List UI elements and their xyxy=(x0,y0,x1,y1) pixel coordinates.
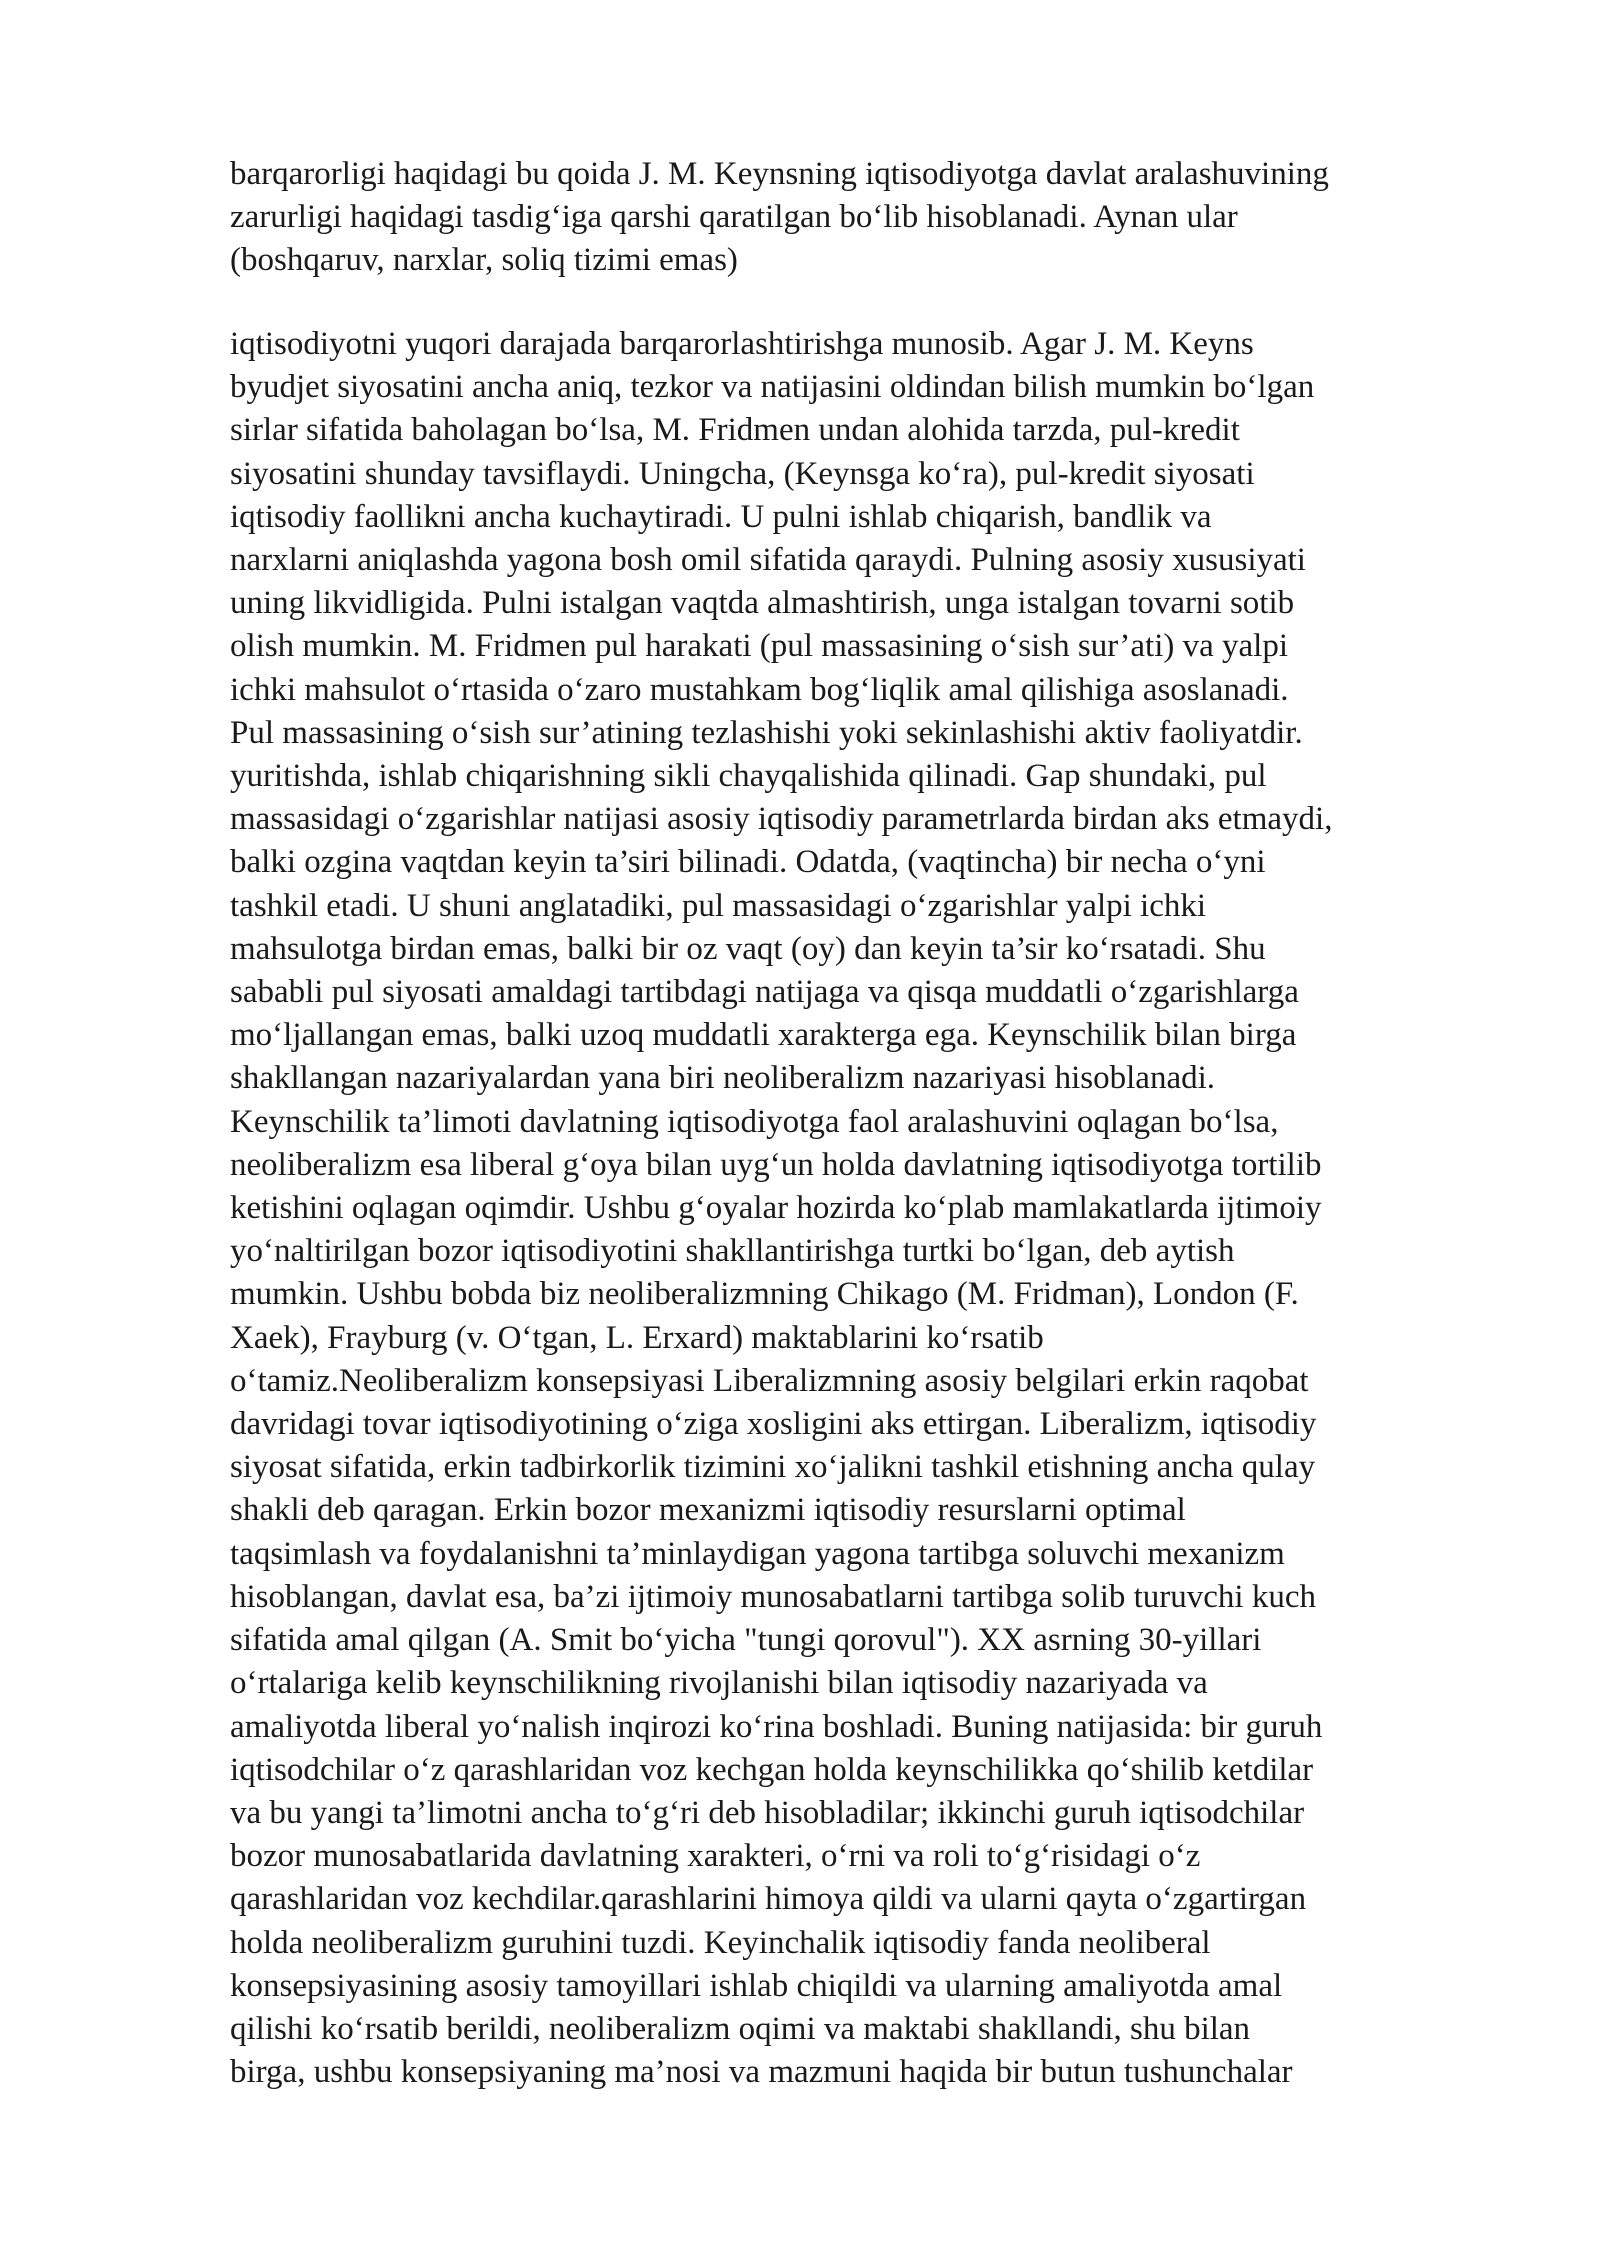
text-line: shakli deb qaragan. Erkin bozor mexanizmi iqtisodiy resurslarni optimal xyxy=(230,1492,1186,1529)
text-line: zarurligi haqidagi tasdig‘iga qarshi qaratilgan bo‘lib hisoblanadi. Aynan ular xyxy=(230,199,1238,236)
text-line: balki ozgina vaqtdan keyin ta’siri bilinadi. Odatda, (vaqtincha) bir necha o‘yni xyxy=(230,844,1266,881)
text-line: yo‘naltirilgan bozor iqtisodiyotini shakllantirishga turtki bo‘lgan, deb aytish xyxy=(230,1233,1235,1270)
text-line: taqsimlash va foydalanishni ta’minlaydigan yagona tartibga soluvchi mexanizm xyxy=(230,1535,1285,1572)
text-line: tashkil etadi. U shuni anglatadiki, pul massasidagi o‘zgarishlar yalpi ichki xyxy=(230,887,1207,924)
text-line: sababli pul siyosati amaldagi tartibdagi natijaga va qisqa muddatli o‘zgarishlarga xyxy=(230,974,1299,1011)
text-line: mo‘ljallangan emas, balki uzoq muddatli xarakterga ega. Keynschilik bilan birga xyxy=(230,1017,1297,1054)
text-line: iqtisodiyotni yuqori darajada barqarorlashtirishga munosib. Agar J. M. Keyns xyxy=(230,326,1254,362)
text-line: o‘tamiz.Neoliberalizm konsepsiyasi Liberalizmning asosiy belgilari erkin raqobat xyxy=(230,1362,1309,1399)
text-line: uning likvidligida. Pulni istalgan vaqtda almashtirish, unga istalgan tovarni sotib xyxy=(230,585,1295,622)
text-line: barqarorligi haqidagi bu qoida J. M. Keynsning iqtisodiyotga davlat aralashuvining xyxy=(230,156,1329,192)
text-line: hisoblangan, davlat esa, ba’zi ijtimoiy munosabatlarni tartibga solib turuvchi kuch xyxy=(230,1578,1316,1615)
text-line: mumkin. Ushbu bobda biz neoliberalizmning Chikago (M. Fridman), London (F. xyxy=(230,1276,1299,1313)
text-line: byudjet siyosatini ancha aniq, tezkor va natijasini oldindan bilish mumkin bo‘lgan xyxy=(230,369,1315,406)
text-line: siyosat sifatida, erkin tadbirkorlik tizimini xo‘jalikni tashkil etishning ancha qulay xyxy=(230,1449,1316,1486)
text-line: sifatida amal qilgan (A. Smit bo‘yicha "tungi qorovul"). XX asrning 30-yillari xyxy=(230,1622,1262,1659)
text-line: va bu yangi ta’limotni ancha to‘g‘ri deb hisobladilar; ikkinchi guruh iqtisodchilar xyxy=(230,1794,1305,1831)
text-line: amaliyotda liberal yo‘nalish inqirozi ko‘rina boshladi. Buning natijasida: bir guruh xyxy=(230,1708,1323,1745)
text-line: ketishini oqlagan oqimdir. Ushbu g‘oyalar hozirda ko‘plab mamlakatlarda ijtimoiy xyxy=(230,1190,1322,1227)
text-line: konsepsiyasining asosiy tamoyillari ishlab chiqildi va ularning amaliyotda amal xyxy=(230,1967,1283,2004)
text-line: birga, ushbu konsepsiyaning ma’nosi va mazmuni haqida bir butun tushunchalar xyxy=(230,2054,1293,2091)
paragraph-2 xyxy=(230,323,1530,2094)
text-line: iqtisodiy faollikni ancha kuchaytiradi. U pulni ishlab chiqarish, bandlik va xyxy=(230,498,1212,535)
text-line: massasidagi o‘zgarishlar natijasi asosiy iqtisodiy parametrlarda birdan aks etmaydi, xyxy=(230,801,1333,838)
text-line: ichki mahsulot o‘rtasida o‘zaro mustahkam bog‘liqlik amal qilishiga asoslanadi. xyxy=(230,671,1289,708)
text-line: yuritishda, ishlab chiqarishning sikli chayqalishida qilinadi. Gap shundaki, pul xyxy=(230,758,1267,795)
text-line: siyosatini shunday tavsiflaydi. Uningcha, (Keynsga ko‘ra), pul-kredit siyosati xyxy=(230,455,1255,492)
text-line: mahsulotga birdan emas, balki bir oz vaqt (oy) dan keyin ta’sir ko‘rsatadi. Shu xyxy=(230,930,1266,967)
text-line: holda neoliberalizm guruhini tuzdi. Keyinchalik iqtisodiy fanda neoliberal xyxy=(230,1924,1211,1961)
text-line: Keynschilik ta’limoti davlatning iqtisodiyotga faol aralashuvini oqlagan bo‘lsa, xyxy=(230,1103,1279,1140)
text-line: Xaek), Frayburg (v. O‘tgan, L. Erxard) maktablarini ko‘rsatib xyxy=(230,1319,1044,1356)
text-line: bozor munosabatlarida davlatning xarakteri, o‘rni va roli to‘g‘risidagi o‘z xyxy=(230,1838,1201,1875)
text-line: (boshqaruv, narxlar, soliq tizimi emas) xyxy=(230,242,738,279)
text-line: Pul massasining o‘sish sur’atining tezlashishi yoki sekinlashishi aktiv faoliyatdir. xyxy=(230,714,1303,751)
text-line: iqtisodchilar o‘z qarashlaridan voz kechgan holda keynschilikka qo‘shilib ketdilar xyxy=(230,1751,1314,1788)
text-line: shakllangan nazariyalardan yana biri neoliberalizm nazariyasi hisoblanadi. xyxy=(230,1060,1216,1097)
paragraph-1 xyxy=(230,153,1530,283)
text-line: sirlar sifatida baholagan bo‘lsa, M. Fridmen undan alohida tarzda, pul-kredit xyxy=(230,412,1240,449)
text-line: qilishi ko‘rsatib berildi, neoliberalizm oqimi va maktabi shakllandi, shu bilan xyxy=(230,2010,1251,2047)
text-line: narxlarni aniqlashda yagona bosh omil sifatida qaraydi. Pulning asosiy xususiyati xyxy=(230,542,1306,579)
text-line: neoliberalizm esa liberal g‘oya bilan uyg‘un holda davlatning iqtisodiyotga tortilib xyxy=(230,1146,1322,1183)
text-line: davridagi tovar iqtisodiyotining o‘ziga xosligini aks ettirgan. Liberalizm, iqtisodiy xyxy=(230,1406,1317,1443)
text-line: o‘rtalariga kelib keynschilikning rivojlanishi bilan iqtisodiy nazariyada va xyxy=(230,1665,1208,1702)
text-line: olish mumkin. M. Fridmen pul harakati (pul massasining o‘sish sur’ati) va yalpi xyxy=(230,628,1289,665)
text-line: qarashlaridan voz kechdilar.qarashlarini himoya qildi va ularni qayta o‘zgartirgan xyxy=(230,1881,1307,1918)
